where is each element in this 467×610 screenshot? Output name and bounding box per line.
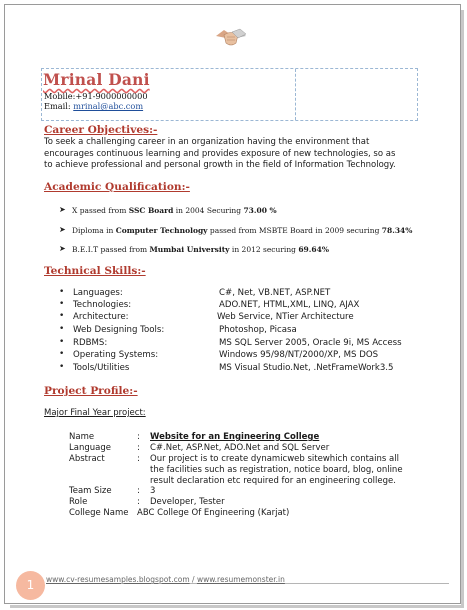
bullet-dot-icon: • (59, 362, 65, 372)
project-college-value: ABC College Of Engineering (Karjat) (137, 508, 290, 518)
project-role-label: Role (69, 497, 88, 507)
footer-separator: / (189, 575, 197, 584)
qualification-item: X passed from SSC Board in 2004 Securing 73.00 % (72, 206, 277, 215)
page-shadow-right (461, 10, 464, 606)
colon: : (137, 454, 140, 464)
project-subtitle: Major Final Year project: (44, 408, 146, 418)
skill-label: Tools/Utilities (73, 363, 130, 373)
handshake-icon (214, 26, 248, 50)
skill-value: MS SQL Server 2005, Oracle 9i, MS Access (219, 338, 402, 348)
career-line-2: encourages continuous learning and provides exposure of new technologies, so as (44, 149, 396, 159)
colon: : (137, 432, 140, 442)
footer-link-resumemonster[interactable]: www.resumemonster.in (196, 575, 285, 584)
colon: : (137, 486, 140, 496)
skill-value: Windows 95/98/NT/2000/XP, MS DOS (219, 350, 379, 360)
project-abstract-line-1: Our project is to create dynamicweb sitewhich contains all (150, 454, 399, 464)
skill-value: Web Service, NTier Architecture (217, 312, 354, 322)
email-label: Email: (44, 101, 74, 111)
bullet-dot-icon: • (59, 299, 65, 309)
arrow-bullet-icon: ➤ (59, 225, 66, 234)
page-number-badge: 1 (16, 571, 45, 600)
skill-value: ADO.NET, HTML,XML, LINQ, AJAX (219, 300, 360, 310)
skill-label: Web Designing Tools: (73, 325, 165, 335)
skill-value: Photoshop, Picasa (219, 325, 297, 335)
skill-label: Architecture: (73, 312, 129, 322)
skill-label: Technologies: (73, 300, 132, 310)
colon: : (137, 443, 140, 453)
colon: : (137, 497, 140, 507)
email-line (44, 101, 143, 111)
project-language-value: C#.Net, ASP.Net, ADO.Net and SQL Server (150, 443, 330, 453)
bullet-dot-icon: • (59, 287, 65, 297)
project-role-value: Developer, Tester (150, 497, 225, 507)
project-name-value: Website for an Engineering College (150, 432, 320, 442)
project-name-label: Name (69, 432, 95, 442)
project-team-value: 3 (150, 486, 156, 496)
bullet-dot-icon: • (59, 337, 65, 347)
academic-title: Academic Qualification:- (44, 181, 190, 193)
header-divider (295, 69, 296, 120)
mobile-text: Mobile:+91-9000000000 (44, 91, 148, 101)
skill-label: Languages: (73, 288, 123, 298)
qualification-item: B.E.I.T passed from Mumbai University in 2012 securing 69.64% (72, 245, 329, 254)
footer-links (46, 575, 285, 584)
project-language-label: Language (69, 443, 111, 453)
career-objectives-title: Career Objectives:- (44, 124, 158, 136)
project-abstract-label: Abstract (69, 454, 105, 464)
arrow-bullet-icon: ➤ (59, 205, 66, 214)
candidate-name: Mrinal Dani (43, 70, 150, 89)
email-link[interactable]: mrinal@abc.com (73, 101, 144, 111)
skill-label: RDBMS: (73, 338, 108, 348)
bullet-dot-icon: • (59, 311, 65, 321)
page-shadow-bottom (10, 605, 464, 608)
project-team-label: Team Size (69, 486, 112, 496)
project-college-label: College Name (69, 508, 129, 518)
skill-label: Operating Systems: (73, 350, 159, 360)
arrow-bullet-icon: ➤ (59, 244, 66, 253)
qualification-item: Diploma in Computer Technology passed from MSBTE Board in 2009 securing 78.34% (72, 226, 413, 235)
career-line-3: to achieve professional and personal growth in the field of Information Technology. (44, 160, 396, 170)
career-line-1: To seek a challenging career in an organization having the environment that (44, 137, 370, 147)
technical-skills-title: Technical Skills:- (44, 265, 146, 277)
footer-link-blogspot[interactable]: www.cv-resumesamples.blogspot.com (46, 575, 190, 584)
skill-value: C#, Net, VB.NET, ASP.NET (219, 288, 331, 298)
project-abstract-line-2: the facilities such as registration, notice board, blog, online (150, 465, 403, 475)
bullet-dot-icon: • (59, 324, 65, 334)
project-profile-title: Project Profile:- (44, 385, 138, 397)
skill-value: MS Visual Studio.Net, .NetFrameWork3.5 (219, 363, 394, 373)
bullet-dot-icon: • (59, 349, 65, 359)
project-abstract-line-3: result declaration etc required for an engineering college. (150, 476, 396, 486)
